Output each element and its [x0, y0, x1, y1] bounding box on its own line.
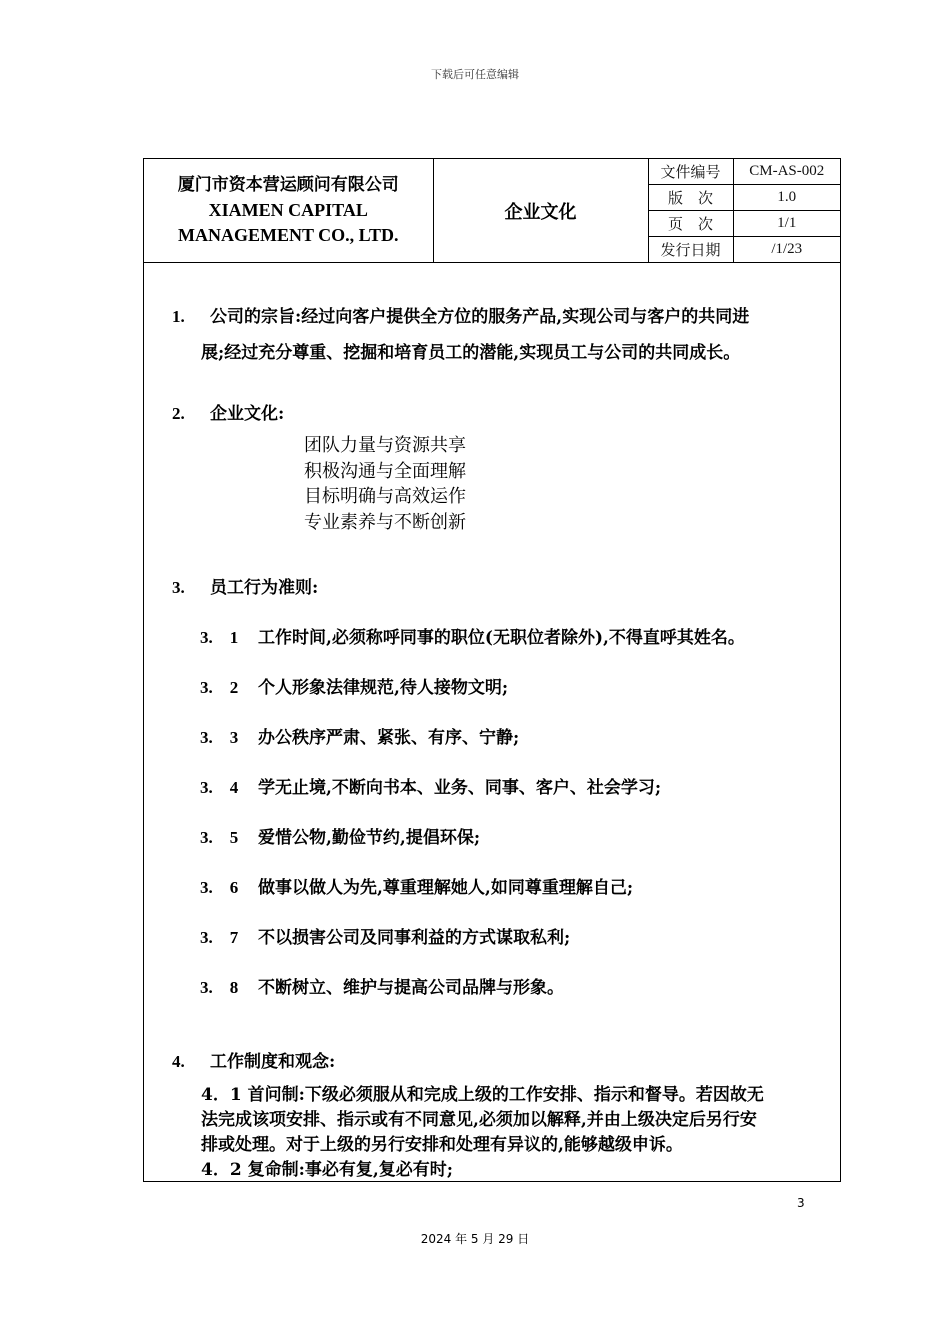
- document-frame: [143, 158, 841, 1182]
- rule-item: [200, 723, 519, 748]
- company-name-cn: 厦门市资本营运顾问有限公司: [177, 175, 399, 195]
- page-number: 3: [797, 1196, 805, 1210]
- meta-value-page: 1/1: [733, 211, 840, 237]
- rule-text: 个人形象法律规范,待人接物文明;: [258, 678, 509, 698]
- culture-item: 积极沟通与全面理解: [304, 460, 466, 482]
- section-4-p1-line-2: 法完成该项安排、指示或有不同意见,必须加以解释,并由上级决定后另行安: [201, 1110, 757, 1130]
- culture-item: 目标明确与高效运作: [304, 486, 466, 507]
- section-1-number: 1.: [172, 307, 185, 326]
- section-3-title: 员工行为准则:: [210, 578, 319, 598]
- rule-number: 3. 8: [200, 978, 239, 997]
- rule-number: 3. 3: [200, 728, 239, 747]
- section-1-line-2: 展;经过充分尊重、挖掘和培育员工的潜能,实现员工与公司的共同成长。: [201, 343, 741, 363]
- rule-item: [200, 923, 570, 948]
- meta-label-page: 页 次: [648, 211, 733, 237]
- rule-item: [200, 773, 661, 798]
- rule-text: 做事以做人为先,尊重理解她人,如同尊重理解自己;: [258, 878, 634, 898]
- rule-item: [200, 673, 508, 698]
- section-3-number: 3.: [172, 578, 185, 597]
- company-name-en-1: XIAMEN CAPITAL: [208, 200, 368, 220]
- company-name-en-2: MANAGEMENT CO., LTD.: [177, 225, 399, 245]
- section-4-p2: 4．2 复命制:事必有复,复必有时;: [201, 1160, 454, 1180]
- rule-number: 3. 4: [200, 778, 239, 797]
- section-4-p1-line-1: 4．1 首问制:下级必须服从和完成上级的工作安排、指示和督导。若因故无: [201, 1085, 764, 1105]
- document-title: 企业文化: [433, 159, 648, 263]
- culture-list: [304, 433, 466, 535]
- header-note: 下载后可任意编辑: [431, 68, 519, 81]
- rule-number: 3. 1: [200, 628, 239, 647]
- meta-value-issue-date: /1/23: [733, 237, 840, 263]
- rule-number: 3. 7: [200, 928, 239, 947]
- meta-label-version: 版 次: [648, 185, 733, 211]
- company-name-cell: [144, 159, 433, 263]
- rule-item: [200, 973, 564, 998]
- rule-text: 不断树立、维护与提高公司品牌与形象。: [258, 978, 564, 998]
- rule-number: 3. 5: [200, 828, 239, 847]
- section-4-number: 4.: [172, 1052, 185, 1071]
- rule-number: 3. 6: [200, 878, 239, 897]
- section-4-title: 工作制度和观念:: [210, 1052, 336, 1072]
- meta-value-doc-number: CM-AS-002: [733, 159, 840, 185]
- section-1: [172, 299, 832, 371]
- culture-item: 专业素养与不断创新: [304, 511, 466, 533]
- meta-label-doc-number: 文件编号: [648, 159, 733, 185]
- rule-text: 不以损害公司及同事利益的方式谋取私利;: [258, 928, 571, 948]
- rule-number: 3. 2: [200, 678, 239, 697]
- section-1-line-1: 公司的宗旨:经过向客户提供全方位的服务产品,实现公司与客户的共同进: [210, 307, 750, 327]
- meta-value-version: 1.0: [733, 185, 840, 211]
- rule-text: 学无止境,不断向书本、业务、同事、客户、社会学习;: [258, 778, 662, 798]
- rule-text: 办公秩序严肃、紧张、有序、宁静;: [258, 728, 520, 748]
- section-2-heading: [172, 399, 284, 424]
- section-4-body: [201, 1083, 835, 1183]
- section-2-number: 2.: [172, 404, 185, 423]
- meta-label-issue-date: 发行日期: [648, 237, 733, 263]
- section-4-p1-line-3: 排或处理。对于上级的另行安排和处理有异议的,能够越级申诉。: [201, 1135, 683, 1155]
- footer-date: 2024 年 5 月 29 日: [420, 1232, 530, 1246]
- section-3-heading: [172, 573, 318, 598]
- section-4-heading: [172, 1047, 335, 1072]
- rule-item: [200, 873, 633, 898]
- header-table: [144, 159, 840, 263]
- rule-item: [200, 823, 480, 848]
- culture-item: 团队力量与资源共享: [304, 435, 466, 456]
- rule-text: 工作时间,必须称呼同事的职位(无职位者除外),不得直呼其姓名。: [258, 628, 745, 648]
- rule-item: [200, 623, 745, 648]
- rule-text: 爱惜公物,勤俭节约,提倡环保;: [258, 828, 481, 848]
- section-2-title: 企业文化:: [210, 404, 285, 424]
